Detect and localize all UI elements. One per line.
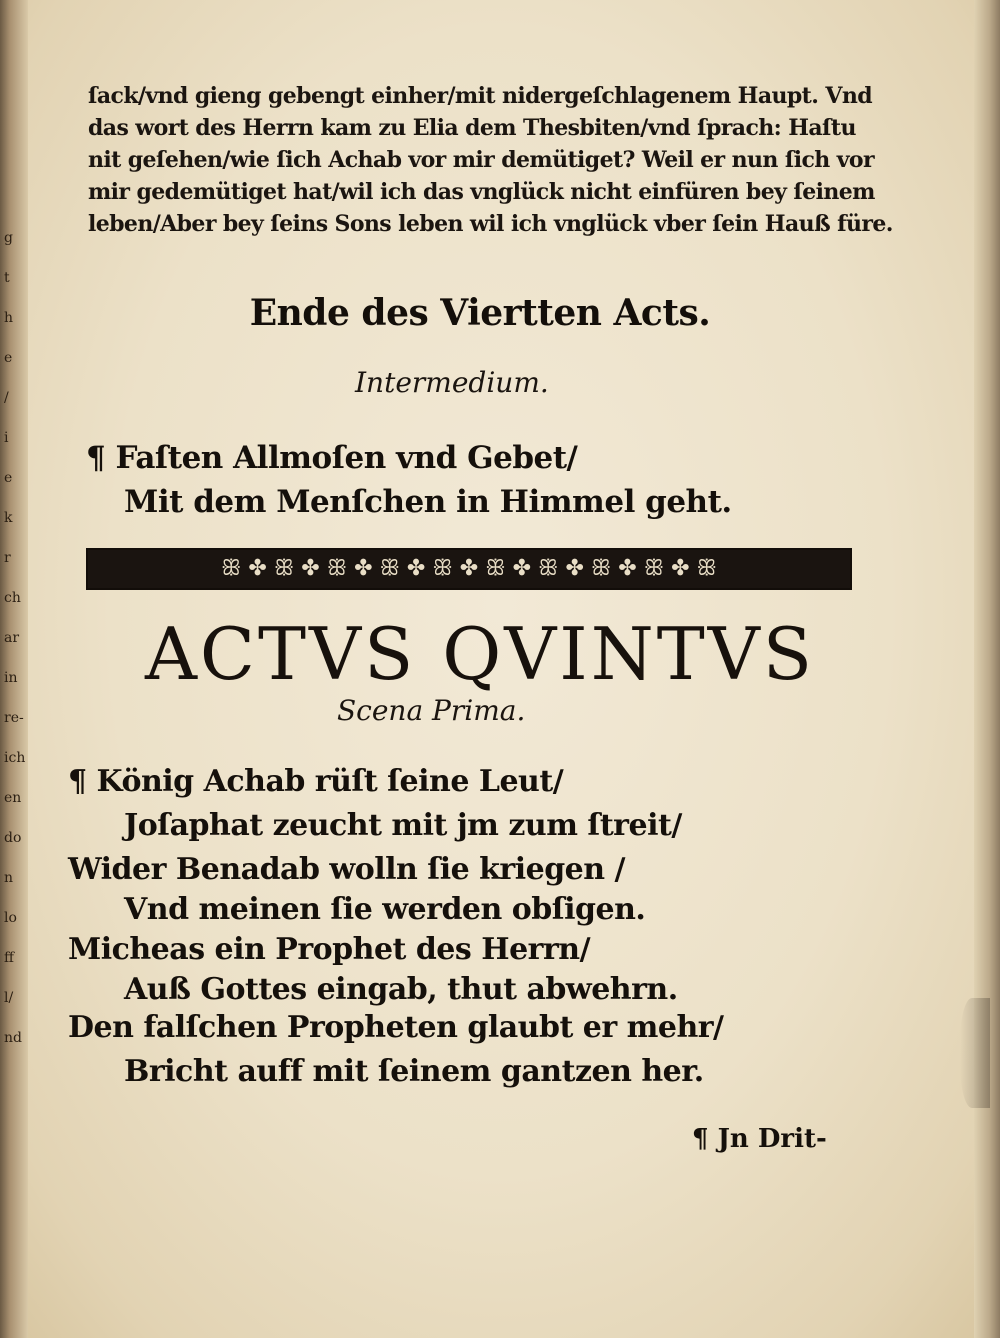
act-title: ACTVS QVINTVS <box>144 612 816 696</box>
margin-fragment: k <box>4 510 13 526</box>
margin-fragment: l/ <box>4 990 14 1006</box>
margin-fragment: lo <box>4 910 17 926</box>
prose-line: ſack/vnd gieng gebengt einher/mit nidergeſchlagenem Haupt. Vnd <box>88 83 872 109</box>
margin-fragment: n <box>4 870 14 886</box>
prose-line: das wort des Herrn kam zu Elia dem Thesbiten/vnd ſprach: Haſtu <box>88 115 856 141</box>
margin-fragment: t <box>4 270 10 286</box>
margin-fragment: e <box>4 350 13 366</box>
margin-fragment: re- <box>4 710 24 726</box>
right-page-edge <box>974 0 1000 1338</box>
prose-line: nit geſehen/wie ſich Achab vor mir demütiget? Weil er nun ſich vor <box>88 147 874 173</box>
margin-fragment: ff <box>4 950 14 966</box>
act-end-heading: Ende des Viertten Acts. <box>249 292 711 334</box>
margin-fragment: r <box>4 550 11 566</box>
margin-fragment: ch <box>4 590 21 606</box>
scene-verse-line: Wider Benadab wolln ſie kriegen / <box>68 852 625 887</box>
margin-fragment: g <box>4 230 13 246</box>
margin-fragment: do <box>4 830 22 846</box>
catchword: ¶ Jn Drit- <box>692 1124 827 1154</box>
margin-fragment: e <box>4 470 13 486</box>
margin-fragment: h <box>4 310 14 326</box>
margin-fragment: ar <box>4 630 20 646</box>
scene-verse-line: Vnd meinen ſie werden obſigen. <box>124 892 646 927</box>
margin-fragment: nd <box>4 1030 22 1046</box>
intermedium-verse-line: ¶ Faſten Allmoſen vnd Gebet/ <box>86 440 578 476</box>
prose-paragraph <box>88 80 893 240</box>
margin-fragment: / <box>4 390 9 406</box>
margin-fragment: ich <box>4 750 26 766</box>
margin-fragment: in <box>4 670 18 686</box>
prose-line: leben/Aber bey ſeins Sons leben wil ich vnglück vber ſein Hauß füre. <box>88 211 893 237</box>
intermedium-heading: Intermedium. <box>355 366 549 399</box>
decorative-border-band <box>86 548 852 590</box>
scene-verse-line: Bricht auff mit ſeinem gantzen her. <box>124 1054 704 1089</box>
scene-verse-line: Joſaphat zeucht mit jm zum ſtreit/ <box>124 808 682 843</box>
ornament-pattern: ꕥ ✤ ꕥ ✤ ꕥ ✤ ꕥ ✤ ꕥ ✤ ꕥ ✤ ꕥ ✤ ꕥ ✤ ꕥ ✤ ꕥ <box>221 556 717 581</box>
scene-verse-line: ¶ König Achab rüſt ſeine Leut/ <box>68 764 564 799</box>
margin-fragment: i <box>4 430 9 446</box>
margin-fragment: en <box>4 790 22 806</box>
page-corner-curl <box>960 998 990 1108</box>
prose-line: mir gedemütiget hat/wil ich das vnglück nicht einfüren bey ſeinem <box>88 179 875 205</box>
scene-verse-line: Auß Gottes eingab, thut abwehrn. <box>124 972 678 1007</box>
scene-verse-line: Den falſchen Propheten glaubt er mehr/ <box>68 1010 724 1045</box>
scene-verse-line: Micheas ein Prophet des Herrn/ <box>68 932 591 967</box>
scene-title: Scena Prima. <box>337 694 526 727</box>
intermedium-verse-line: Mit dem Menſchen in Himmel geht. <box>124 484 732 520</box>
